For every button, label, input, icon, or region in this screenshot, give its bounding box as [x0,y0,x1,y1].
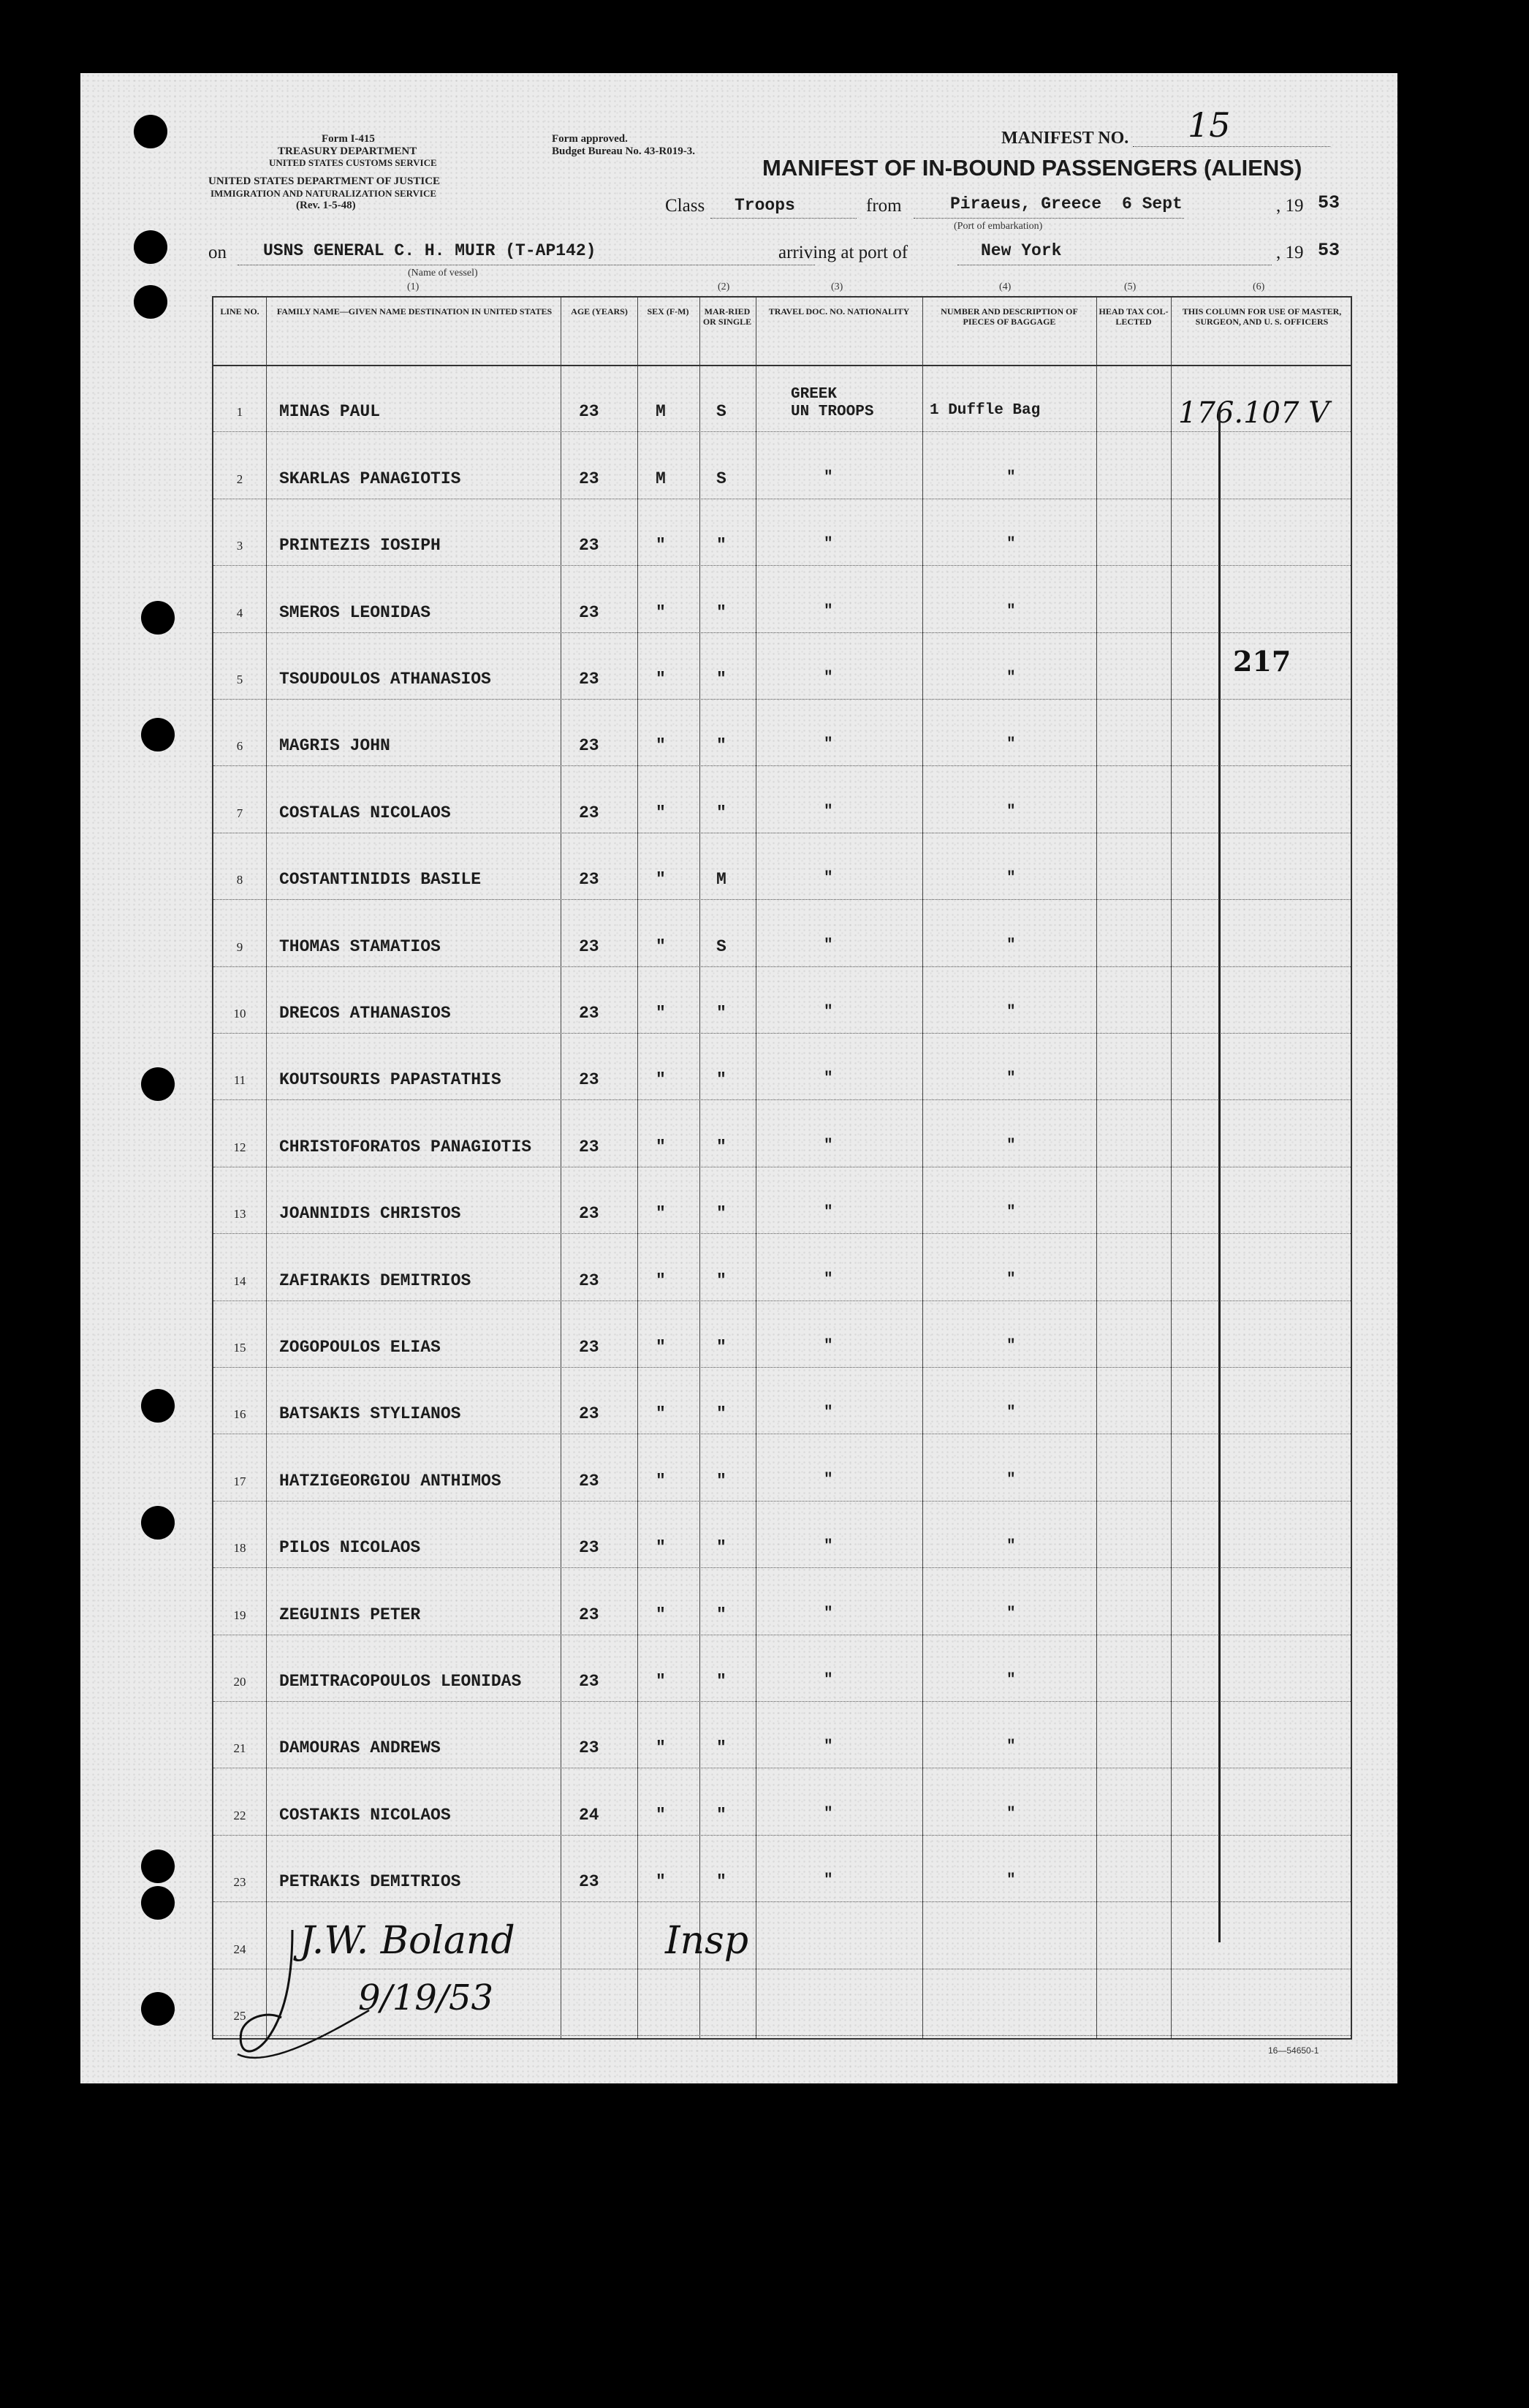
age-cell: 23 [579,1137,599,1156]
officer-notation: 217 [1233,645,1291,678]
line-number: 15 [233,1341,246,1355]
marital-cell: S [716,402,726,422]
sex-cell: " [656,1872,666,1892]
signature-title: Insp [665,1919,749,1963]
marital-cell: " [716,670,726,689]
row-divider [213,1901,1351,1902]
travel-doc-cell: " [824,1605,833,1622]
age-cell: 23 [579,536,599,556]
travel-doc-cell: " [824,936,833,954]
binder-hole [141,601,175,635]
line-number: 1 [236,405,243,420]
marital-cell: " [716,1471,726,1491]
name-cell: SKARLAS PANAGIOTIS [279,469,461,488]
sex-cell: " [656,1070,666,1090]
sex-cell: " [656,1404,666,1424]
signature-name: J.W. Boland [300,1919,515,1963]
baggage-cell: " [1006,1605,1016,1622]
travel-doc-cell: " [824,1471,833,1488]
line-number: 13 [233,1207,246,1222]
line-number: 11 [233,1073,246,1088]
binder-hole [141,718,175,751]
sex-cell: " [656,1805,666,1825]
travel-doc-cell: " [824,1271,833,1288]
line-number: 6 [236,739,243,754]
baggage-cell: " [1006,1805,1016,1822]
line-number: 17 [233,1474,246,1488]
line-number: 25 [233,2009,246,2023]
sex-cell: " [656,736,666,756]
travel-doc-cell: " [824,602,833,620]
age-cell: 23 [579,1471,599,1491]
embarkation-port: Piraeus, Greece [950,194,1102,213]
form-approved: Form approved. [552,133,628,145]
baggage-cell: " [1006,1738,1016,1756]
baggage-cell: " [1006,1471,1016,1488]
row-divider [213,632,1351,633]
travel-doc-cell: " [824,670,833,686]
on-label: on [208,243,227,262]
row-divider [213,565,1351,566]
sex-cell: M [656,469,666,488]
name-cell: ZOGOPOULOS ELIAS [279,1338,441,1357]
row-divider [213,1033,1351,1034]
marital-cell: " [716,1672,726,1691]
marital-cell: " [716,1070,726,1090]
immigration-service: IMMIGRATION AND NATURALIZATION SERVICE [210,188,437,199]
budget-bureau: Budget Bureau No. 43-R019-3. [552,145,695,157]
binder-hole [141,1992,175,2026]
baggage-cell: " [1006,1271,1016,1288]
treasury-department: TREASURY DEPARTMENT [278,145,417,157]
name-cell: SMEROS LEONIDAS [279,602,431,622]
year2-prefix: , 19 [1276,243,1304,262]
age-cell: 23 [579,1004,599,1023]
sex-cell: " [656,602,666,622]
col-number: (1) [407,281,420,292]
row-divider [213,431,1351,432]
marital-cell: " [716,736,726,756]
age-cell: 23 [579,602,599,622]
travel-doc-cell: " [824,803,833,820]
baggage-cell: " [1006,1338,1016,1355]
name-cell: DEMITRACOPOULOS LEONIDAS [279,1672,522,1691]
baggage-cell: " [1006,670,1016,686]
name-cell: DAMOURAS ANDREWS [279,1738,441,1758]
binder-hole [134,230,167,264]
vessel-name: USNS GENERAL C. H. MUIR (T-AP142) [263,241,596,260]
name-cell: CHRISTOFORATOS PANAGIOTIS [279,1137,532,1156]
line-number: 10 [233,1007,246,1021]
name-cell: DRECOS ATHANASIOS [279,1004,451,1023]
col-header-headtax: HEAD TAX COL-LECTED [1099,306,1169,327]
baggage-cell: " [1006,1004,1016,1021]
signature-date: 9/19/53 [358,1977,494,2018]
age-cell: 23 [579,1738,599,1758]
marital-cell: " [716,1805,726,1825]
from-label: from [866,196,902,216]
customs-service: UNITED STATES CUSTOMS SERVICE [269,157,437,168]
baggage-cell: " [1006,1538,1016,1556]
footer-code: 16—54650-1 [1268,2045,1319,2056]
row-divider [213,1367,1351,1368]
line-number: 23 [233,1875,246,1890]
binder-hole [141,1067,175,1101]
row-divider [213,966,1351,967]
baggage-cell: 1 Duffle Bag [930,402,1041,420]
line-number: 18 [233,1541,246,1556]
travel-doc-cell: " [824,1070,833,1088]
arrival-year: 53 [1318,240,1340,261]
sex-cell: " [656,870,666,890]
age-cell: 23 [579,1271,599,1290]
line-number: 19 [233,1608,246,1622]
baggage-cell: " [1006,803,1016,820]
line-number: 16 [233,1407,246,1422]
row-divider [213,1835,1351,1836]
age-cell: 23 [579,1204,599,1224]
name-cell: ZEGUINIS PETER [279,1605,421,1624]
officer-notation: 176.107 V [1178,396,1330,431]
travel-doc-cell: " [824,1004,833,1021]
sex-cell: " [656,1137,666,1156]
baggage-cell: " [1006,1070,1016,1088]
form-number: Form I-415 [322,133,375,145]
baggage-cell: " [1006,736,1016,754]
row-divider [213,1233,1351,1234]
vessel-caption: (Name of vessel) [408,268,478,279]
marital-cell: " [716,1004,726,1023]
name-cell: COSTAKIS NICOLAOS [279,1805,451,1825]
binder-hole [134,285,167,319]
col-header-marital: MAR-RIED OR SINGLE [702,306,752,327]
age-cell: 23 [579,1070,599,1090]
line-number: 21 [233,1741,246,1756]
manifest-number-label: MANIFEST NO. [1001,129,1129,148]
name-cell: PETRAKIS DEMITRIOS [279,1872,461,1892]
sex-cell: " [656,1004,666,1023]
travel-doc-cell: " [824,1204,833,1222]
department-of-justice: UNITED STATES DEPARTMENT OF JUSTICE [208,175,441,187]
baggage-cell: " [1006,469,1016,486]
baggage-cell: " [1006,936,1016,954]
name-cell: PRINTEZIS IOSIPH [279,536,441,556]
travel-doc-cell: " [824,736,833,754]
name-cell: JOANNIDIS CHRISTOS [279,1204,461,1224]
marital-cell: " [716,803,726,822]
sex-cell: " [656,1738,666,1758]
baggage-cell: " [1006,536,1016,553]
marital-cell: " [716,1338,726,1357]
marital-cell: " [716,1137,726,1156]
age-cell: 23 [579,803,599,822]
arriving-label: arriving at port of [778,243,908,262]
age-cell: 23 [579,1605,599,1624]
sex-cell: " [656,1204,666,1224]
col-number: (6) [1253,281,1265,292]
line-number: 22 [233,1808,246,1822]
marital-cell: S [716,469,726,488]
marital-cell: " [716,1605,726,1624]
manifest-sheet [80,73,1397,2083]
marital-cell: " [716,602,726,622]
line-number: 20 [233,1675,246,1689]
marital-cell: " [716,1271,726,1290]
col-header-age: AGE (YEARS) [571,306,628,317]
travel-doc-cell: " [824,1672,833,1689]
class-label: Class [665,196,705,216]
name-cell: PILOS NICOLAOS [279,1538,421,1558]
sex-cell: " [656,1538,666,1558]
travel-doc-cell: " [824,536,833,553]
travel-doc-cell: " [824,870,833,887]
line-number: 9 [236,939,243,954]
col-header-travel: TRAVEL DOC. NO. NATIONALITY [768,306,910,317]
line-number: 3 [236,539,243,553]
baggage-cell: " [1006,602,1016,620]
name-cell: BATSAKIS STYLIANOS [279,1404,461,1424]
baggage-cell: " [1006,1137,1016,1154]
baggage-cell: " [1006,1404,1016,1422]
name-cell: TSOUDOULOS ATHANASIOS [279,670,491,689]
row-divider [213,699,1351,700]
year-prefix: , 19 [1276,196,1304,216]
row-divider [213,1567,1351,1568]
sex-cell: " [656,1271,666,1290]
age-cell: 24 [579,1805,599,1825]
travel-doc-cell: " [824,1137,833,1154]
form-revision: (Rev. 1-5-48) [296,200,356,211]
age-cell: 23 [579,670,599,689]
sex-cell: " [656,1471,666,1491]
age-cell: 23 [579,870,599,890]
travel-doc-cell: " [824,469,833,486]
row-divider [213,1701,1351,1702]
col-header-sex: SEX (F-M) [647,306,689,317]
name-cell: COSTALAS NICOLAOS [279,803,451,822]
embarkation-year: 53 [1318,192,1340,213]
col-number: (2) [718,281,730,292]
row-divider [213,1501,1351,1502]
binder-hole [134,115,167,148]
sex-cell: " [656,803,666,822]
baggage-cell: " [1006,1672,1016,1689]
col-header-baggage: NUMBER AND DESCRIPTION OF PIECES OF BAGGAGE [941,306,1078,327]
marital-cell: " [716,1404,726,1424]
embarkation-date: 6 Sept [1122,194,1183,213]
line-number: 5 [236,673,243,686]
sex-cell: " [656,536,666,556]
binder-hole [141,1389,175,1423]
line-number: 14 [233,1273,246,1288]
travel-doc-cell: " [824,1404,833,1422]
marital-cell: " [716,1872,726,1892]
age-cell: 23 [579,1672,599,1691]
line-number: 24 [233,1942,246,1956]
age-cell: 23 [579,736,599,756]
travel-doc-cell: " [824,1738,833,1756]
name-cell: THOMAS STAMATIOS [279,936,441,956]
manifest-title: MANIFEST OF IN-BOUND PASSENGERS (ALIENS) [762,155,1302,181]
marital-cell: " [716,1204,726,1224]
row-divider [213,1300,1351,1301]
age-cell: 23 [579,936,599,956]
travel-doc-cell: " [824,1872,833,1890]
line-number: 2 [236,472,243,486]
sex-cell: " [656,1605,666,1624]
marital-cell: " [716,1538,726,1558]
baggage-cell: " [1006,1204,1016,1222]
col-number: (3) [831,281,843,292]
travel-doc-cell: " [824,1538,833,1556]
binder-hole [141,1506,175,1540]
name-cell: KOUTSOURIS PAPASTATHIS [279,1070,501,1090]
passenger-table [212,281,1352,2040]
col-header-name: FAMILY NAME—GIVEN NAME DESTINATION IN UNITED STATES [276,306,553,317]
port-caption: (Port of embarkation) [954,221,1043,232]
col-header-officers: THIS COLUMN FOR USE OF MASTER, SURGEON, AND U. S. OFFICERS [1182,306,1342,327]
sex-cell: " [656,670,666,689]
name-cell: COSTANTINIDIS BASILE [279,870,482,890]
officer-bracket-line [1218,411,1221,1942]
travel-doc-cell: " [824,1338,833,1355]
row-divider [213,1099,1351,1100]
line-number: 8 [236,873,243,887]
age-cell: 23 [579,1338,599,1357]
line-number: 12 [233,1140,246,1154]
age-cell: 23 [579,1538,599,1558]
travel-doc-cell: " [824,1805,833,1822]
baggage-cell: " [1006,1872,1016,1890]
marital-cell: S [716,936,726,956]
name-cell: ZAFIRAKIS DEMITRIOS [279,1271,471,1290]
marital-cell: M [716,870,726,890]
name-cell: MINAS PAUL [279,402,381,422]
name-cell: HATZIGEORGIOU ANTHIMOS [279,1471,501,1491]
sex-cell: M [656,402,666,422]
class-value: Troops [735,196,795,215]
travel-doc-cell: GREEK [791,386,838,404]
manifest-number-value: 15 [1188,105,1231,145]
sex-cell: " [656,1672,666,1691]
age-cell: 23 [579,469,599,488]
arrival-port: New York [981,241,1062,260]
baggage-cell: " [1006,870,1016,887]
name-cell: MAGRIS JOHN [279,736,390,756]
travel-doc-cell: UN TROOPS [791,404,874,421]
age-cell: 23 [579,402,599,422]
age-cell: 23 [579,1404,599,1424]
col-number: (5) [1124,281,1137,292]
binder-hole [141,1886,175,1920]
col-number: (4) [999,281,1012,292]
row-divider [213,765,1351,766]
marital-cell: " [716,1738,726,1758]
line-number: 4 [236,605,243,620]
binder-hole [141,1849,175,1883]
marital-cell: " [716,536,726,556]
sex-cell: " [656,1338,666,1357]
age-cell: 23 [579,1872,599,1892]
line-number: 7 [236,806,243,820]
col-header-line: LINE NO. [220,306,259,317]
row-divider [213,899,1351,900]
sex-cell: " [656,936,666,956]
